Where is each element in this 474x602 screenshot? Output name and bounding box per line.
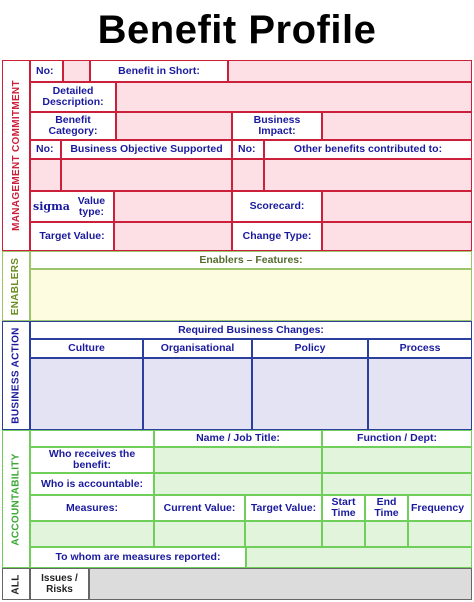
start-time-field[interactable]	[322, 521, 365, 547]
section-label-all-text: ALL	[10, 573, 22, 595]
measures-target-value-label: Target Value:	[245, 495, 322, 521]
enablers-field[interactable]	[30, 269, 472, 321]
value-type-text: Value type:	[77, 194, 106, 218]
column-process: Process	[368, 339, 472, 358]
section-label-business-action	[2, 321, 30, 430]
page-title: Benefit Profile	[97, 8, 377, 52]
section-label-enablers	[2, 251, 30, 321]
current-value-field[interactable]	[154, 521, 245, 547]
benefit-category-field[interactable]	[116, 112, 232, 140]
change-type-label: Change Type:	[232, 222, 322, 251]
measures-field[interactable]	[30, 521, 154, 547]
value-type-field[interactable]	[114, 191, 232, 222]
accountability-corner	[30, 430, 154, 447]
objective-no-label: No:	[30, 140, 61, 159]
objective-no-field[interactable]	[30, 159, 61, 191]
detailed-description-field[interactable]	[116, 82, 472, 112]
other-no-label: No:	[232, 140, 264, 159]
section-label-enablers-text: ENABLERS	[10, 257, 22, 315]
scorecard-field[interactable]	[322, 191, 472, 222]
end-time-label: End Time	[365, 495, 408, 521]
column-policy: Policy	[252, 339, 368, 358]
section-label-business-action-text: BUSINESS ACTION	[10, 327, 22, 424]
function-dept-label: Function / Dept:	[322, 430, 472, 447]
measures-target-value-field[interactable]	[245, 521, 322, 547]
end-time-field[interactable]	[365, 521, 408, 547]
who-accountable-label: Who is accountable:	[30, 473, 154, 495]
column-culture: Culture	[30, 339, 143, 358]
measures-label: Measures:	[30, 495, 154, 521]
who-receives-label: Who receives the benefit:	[30, 447, 154, 473]
no-field[interactable]	[63, 60, 90, 82]
frequency-field[interactable]	[408, 521, 472, 547]
who-receives-dept-field[interactable]	[322, 447, 472, 473]
frequency-label: Frequency	[408, 495, 472, 521]
sigma-text: sigma	[33, 200, 70, 213]
who-receives-name-field[interactable]	[154, 447, 322, 473]
who-accountable-dept-field[interactable]	[322, 473, 472, 495]
target-value-field[interactable]	[114, 222, 232, 251]
benefit-in-short-field[interactable]	[228, 60, 472, 82]
detailed-description-label: Detailed Description:	[30, 82, 116, 112]
who-accountable-name-field[interactable]	[154, 473, 322, 495]
no-label: No:	[30, 60, 63, 82]
culture-field[interactable]	[30, 358, 143, 430]
business-impact-label: Business Impact:	[232, 112, 322, 140]
change-type-field[interactable]	[322, 222, 472, 251]
business-objective-field[interactable]	[61, 159, 232, 191]
issues-risks-field[interactable]	[89, 568, 472, 600]
reported-to-field[interactable]	[246, 547, 472, 568]
section-label-accountability	[2, 430, 30, 568]
reported-to-label: To whom are measures reported:	[30, 547, 246, 568]
section-label-management	[2, 60, 30, 251]
scorecard-label: Scorecard:	[232, 191, 322, 222]
business-impact-field[interactable]	[322, 112, 472, 140]
name-job-title-label: Name / Job Title:	[154, 430, 322, 447]
other-benefits-field[interactable]	[264, 159, 472, 191]
section-label-management-text: MANAGEMENT COMMITMENT	[10, 80, 22, 231]
enablers-header: Enablers – Features:	[30, 251, 472, 269]
issues-risks-label: Issues / Risks	[30, 568, 89, 600]
process-field[interactable]	[368, 358, 472, 430]
other-no-field[interactable]	[232, 159, 264, 191]
benefit-in-short-label: Benefit in Short:	[90, 60, 228, 82]
value-type-label	[30, 191, 114, 222]
current-value-label: Current Value:	[154, 495, 245, 521]
organisational-field[interactable]	[143, 358, 252, 430]
business-changes-header: Required Business Changes:	[30, 321, 472, 339]
policy-field[interactable]	[252, 358, 368, 430]
benefit-category-label: Benefit Category:	[30, 112, 116, 140]
column-organisational: Organisational	[143, 339, 252, 358]
start-time-label: Start Time	[322, 495, 365, 521]
section-label-accountability-text: ACCOUNTABILITY	[10, 452, 22, 546]
business-objective-label: Business Objective Supported	[61, 140, 232, 159]
target-value-label: Target Value:	[30, 222, 114, 251]
section-label-all	[2, 568, 30, 600]
other-benefits-label: Other benefits contributed to:	[264, 140, 472, 159]
